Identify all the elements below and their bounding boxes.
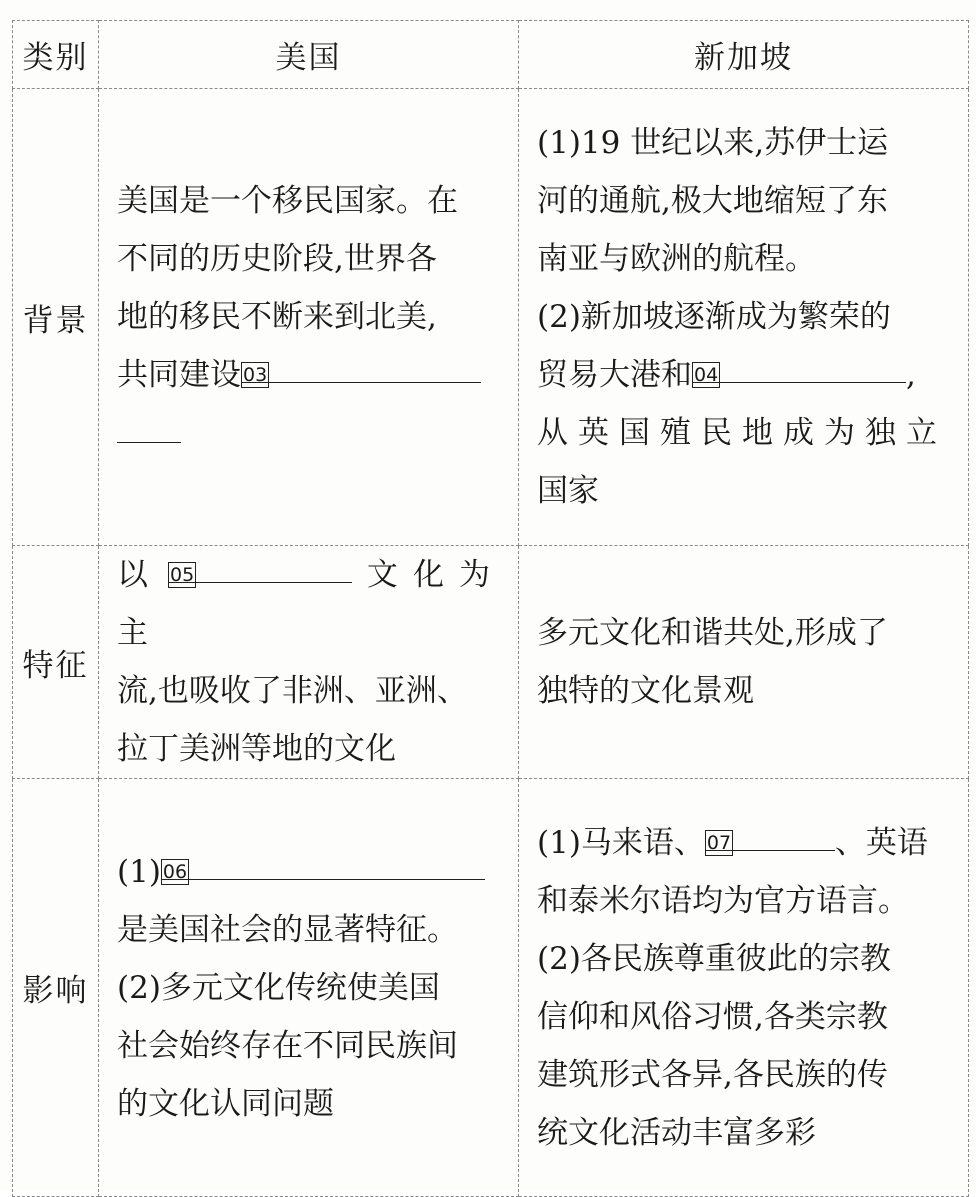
text-fragment: 贸易大港和 — [537, 357, 692, 393]
text-line: 社会始终存在不同民族间 — [117, 1027, 458, 1064]
cell-impact-singapore — [519, 779, 969, 1197]
text-fragment: (1) — [117, 853, 161, 890]
fill-blank[interactable] — [692, 346, 906, 386]
fill-blank-continued[interactable] — [117, 406, 181, 443]
text-line — [117, 404, 500, 462]
text-line: 地的移民不断来到北美, — [117, 299, 437, 335]
blank-number-box: 06 — [162, 860, 188, 883]
header-usa: 美国 — [99, 21, 519, 89]
blank-number-box: 07 — [706, 831, 732, 854]
blank-number-box: 04 — [694, 364, 719, 386]
text-line: 拉丁美洲等地的文化 — [117, 731, 396, 767]
text-line: (2)多元文化传统使美国 — [117, 969, 440, 1006]
text-fragment: 共同建设 — [117, 357, 241, 393]
cell-features-usa — [99, 546, 519, 779]
row-label-features: 特征 — [13, 546, 99, 779]
fill-blank[interactable] — [161, 843, 485, 883]
text-line: (2)新加坡逐渐成为繁荣的 — [537, 299, 891, 335]
row-background — [13, 89, 969, 546]
text-fragment: (1)马来语、 — [537, 824, 705, 861]
text-line: 流,也吸收了非洲、亚洲、 — [117, 673, 468, 709]
text-line: (2)各民族尊重彼此的宗教 — [537, 940, 891, 977]
fill-blank[interactable] — [168, 546, 352, 586]
row-label-background: 背景 — [13, 89, 99, 546]
text-fragment: 文化为主 — [117, 557, 501, 651]
cell-background-singapore — [519, 89, 969, 546]
text-fragment: 、英语 — [834, 824, 928, 861]
text-line: 河的通航,极大地缩短了东 — [537, 183, 888, 219]
cell-impact-usa — [99, 779, 519, 1197]
text-line: 建筑形式各异,各民族的传 — [537, 1056, 888, 1093]
comparison-table — [12, 20, 969, 1197]
text-line — [537, 814, 950, 872]
text-line — [117, 546, 500, 662]
text-line: 美国是一个移民国家。在 — [117, 183, 458, 219]
text-line: 从英国殖民地成为独立 — [537, 415, 947, 451]
header-singapore: 新加坡 — [519, 21, 969, 89]
cell-background-usa — [99, 89, 519, 546]
text-line: 统文化活动丰富多彩 — [537, 1114, 816, 1151]
text-line: 不同的历史阶段,世界各 — [117, 241, 437, 277]
blank-number-box: 03 — [243, 364, 268, 386]
text-line: 独特的文化景观 — [537, 673, 754, 709]
blank-number-box: 05 — [169, 564, 195, 586]
cell-features-singapore — [519, 546, 969, 779]
row-impact — [13, 779, 969, 1197]
fill-blank[interactable] — [705, 814, 835, 854]
text-line: 是美国社会的显著特征。 — [117, 911, 458, 948]
text-line: 和泰米尔语均为官方语言。 — [537, 882, 909, 919]
text-line: (1)19 世纪以来,苏伊士运 — [537, 125, 889, 161]
header-category: 类别 — [13, 21, 99, 89]
text-line: 国家 — [537, 473, 599, 509]
text-line: 南亚与欧洲的航程。 — [537, 241, 816, 277]
text-line — [117, 843, 500, 901]
header-row — [13, 21, 969, 89]
text-line: 多元文化和谐共处,形成了 — [537, 615, 888, 651]
text-line — [537, 346, 950, 404]
text-line — [117, 346, 500, 404]
text-fragment: 以 — [117, 557, 154, 593]
row-features — [13, 546, 969, 779]
row-label-impact: 影响 — [13, 779, 99, 1197]
text-line: 信仰和风俗习惯,各类宗教 — [537, 998, 888, 1035]
text-fragment: , — [906, 357, 916, 393]
text-line: 的文化认同问题 — [117, 1085, 334, 1122]
fill-blank[interactable] — [241, 346, 481, 386]
